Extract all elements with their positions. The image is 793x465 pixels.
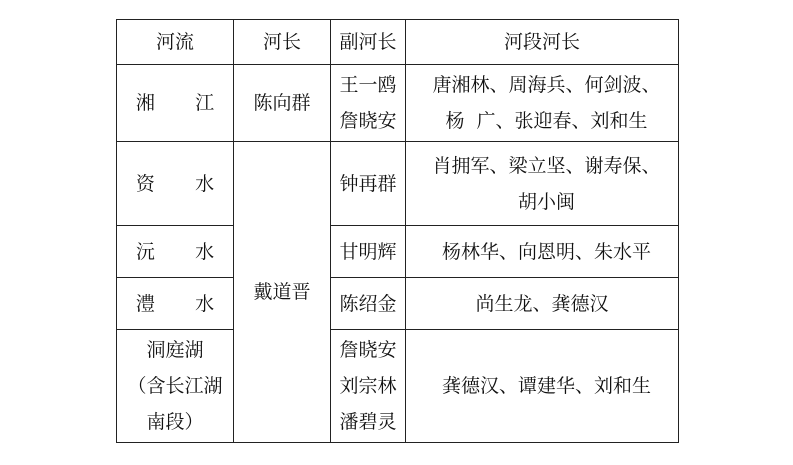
deputy-names: 陈绍金	[331, 278, 406, 330]
table-row	[117, 330, 679, 443]
table-row	[117, 278, 679, 330]
header-section-chiefs: 河段河长	[406, 20, 679, 65]
table-row	[117, 226, 679, 278]
deputy-names: 钟再群	[331, 142, 406, 226]
table-row	[117, 142, 679, 226]
section-chief-names: 龚德汉、谭建华、刘和生	[406, 330, 679, 443]
river-name: 湘 江	[117, 65, 234, 142]
header-deputy: 副河长	[331, 20, 406, 65]
river-name: 澧 水	[117, 278, 234, 330]
chief-name: 陈向群	[234, 65, 331, 142]
header-river: 河流	[117, 20, 234, 65]
chief-name: 戴道晋	[234, 142, 331, 443]
river-chief-table	[116, 19, 679, 443]
section-chief-names: 唐湘林、周海兵、何剑波、 杨 广、张迎春、刘和生	[406, 65, 679, 142]
river-name: 沅 水	[117, 226, 234, 278]
section-chief-names: 杨林华、向恩明、朱水平	[406, 226, 679, 278]
section-chief-names: 尚生龙、龚德汉	[406, 278, 679, 330]
header-chief: 河长	[234, 20, 331, 65]
river-name: 资 水	[117, 142, 234, 226]
deputy-names: 詹晓安 刘宗林 潘碧灵	[331, 330, 406, 443]
deputy-names: 甘明辉	[331, 226, 406, 278]
river-name: 洞庭湖 （含长江湖 南段）	[117, 330, 234, 443]
deputy-names: 王一鸥 詹晓安	[331, 65, 406, 142]
section-chief-names: 肖拥军、梁立坚、谢寿保、 胡小闽	[406, 142, 679, 226]
table-row	[117, 65, 679, 142]
header-row	[117, 20, 679, 65]
